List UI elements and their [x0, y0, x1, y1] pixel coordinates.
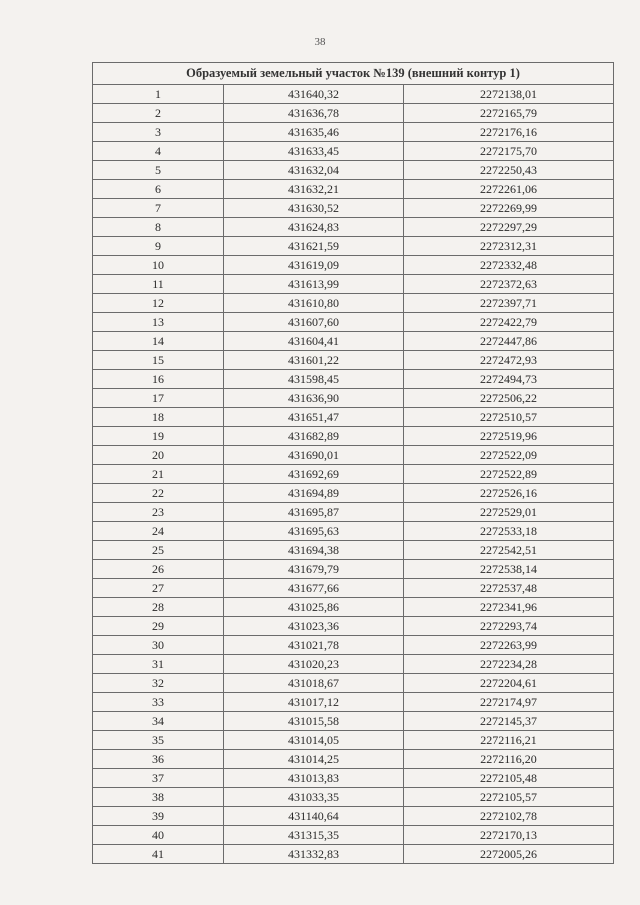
- point-number-cell: 12: [93, 294, 224, 313]
- table-row: [93, 351, 614, 370]
- y-coordinate-cell: 2272116,21: [404, 731, 614, 750]
- point-number-cell: 9: [93, 237, 224, 256]
- x-coordinate-cell: 431604,41: [224, 332, 404, 351]
- x-coordinate-cell: 431017,12: [224, 693, 404, 712]
- point-number-cell: 26: [93, 560, 224, 579]
- point-number-cell: 38: [93, 788, 224, 807]
- table-row: [93, 788, 614, 807]
- table-row: [93, 446, 614, 465]
- table-row: [93, 465, 614, 484]
- table-row: [93, 180, 614, 199]
- table-row: [93, 845, 614, 864]
- table-row: [93, 541, 614, 560]
- x-coordinate-cell: 431695,87: [224, 503, 404, 522]
- y-coordinate-cell: 2272297,29: [404, 218, 614, 237]
- x-coordinate-cell: 431695,63: [224, 522, 404, 541]
- x-coordinate-cell: 431018,67: [224, 674, 404, 693]
- table-row: [93, 826, 614, 845]
- x-coordinate-cell: 431025,86: [224, 598, 404, 617]
- coordinates-table: [92, 62, 614, 864]
- point-number-cell: 3: [93, 123, 224, 142]
- point-number-cell: 33: [93, 693, 224, 712]
- x-coordinate-cell: 431690,01: [224, 446, 404, 465]
- y-coordinate-cell: 2272293,74: [404, 617, 614, 636]
- x-coordinate-cell: 431621,59: [224, 237, 404, 256]
- point-number-cell: 40: [93, 826, 224, 845]
- y-coordinate-cell: 2272204,61: [404, 674, 614, 693]
- point-number-cell: 28: [93, 598, 224, 617]
- x-coordinate-cell: 431633,45: [224, 142, 404, 161]
- table-row: [93, 807, 614, 826]
- point-number-cell: 25: [93, 541, 224, 560]
- x-coordinate-cell: 431692,69: [224, 465, 404, 484]
- point-number-cell: 8: [93, 218, 224, 237]
- table-row: [93, 579, 614, 598]
- point-number-cell: 19: [93, 427, 224, 446]
- x-coordinate-cell: 431636,90: [224, 389, 404, 408]
- table-row: [93, 199, 614, 218]
- y-coordinate-cell: 2272494,73: [404, 370, 614, 389]
- x-coordinate-cell: 431651,47: [224, 408, 404, 427]
- y-coordinate-cell: 2272102,78: [404, 807, 614, 826]
- point-number-cell: 24: [93, 522, 224, 541]
- x-coordinate-cell: 431140,64: [224, 807, 404, 826]
- x-coordinate-cell: 431598,45: [224, 370, 404, 389]
- x-coordinate-cell: 431015,58: [224, 712, 404, 731]
- y-coordinate-cell: 2272519,96: [404, 427, 614, 446]
- point-number-cell: 36: [93, 750, 224, 769]
- y-coordinate-cell: 2272170,13: [404, 826, 614, 845]
- point-number-cell: 20: [93, 446, 224, 465]
- x-coordinate-cell: 431607,60: [224, 313, 404, 332]
- y-coordinate-cell: 2272422,79: [404, 313, 614, 332]
- x-coordinate-cell: 431020,23: [224, 655, 404, 674]
- table-row: [93, 332, 614, 351]
- y-coordinate-cell: 2272312,31: [404, 237, 614, 256]
- table-row: [93, 85, 614, 104]
- y-coordinate-cell: 2272447,86: [404, 332, 614, 351]
- y-coordinate-cell: 2272538,14: [404, 560, 614, 579]
- y-coordinate-cell: 2272105,57: [404, 788, 614, 807]
- x-coordinate-cell: 431677,66: [224, 579, 404, 598]
- point-number-cell: 15: [93, 351, 224, 370]
- y-coordinate-cell: 2272506,22: [404, 389, 614, 408]
- y-coordinate-cell: 2272165,79: [404, 104, 614, 123]
- point-number-cell: 23: [93, 503, 224, 522]
- table-row: [93, 731, 614, 750]
- x-coordinate-cell: 431619,09: [224, 256, 404, 275]
- point-number-cell: 16: [93, 370, 224, 389]
- point-number-cell: 2: [93, 104, 224, 123]
- point-number-cell: 5: [93, 161, 224, 180]
- table-row: [93, 370, 614, 389]
- y-coordinate-cell: 2272250,43: [404, 161, 614, 180]
- point-number-cell: 6: [93, 180, 224, 199]
- x-coordinate-cell: 431332,83: [224, 845, 404, 864]
- point-number-cell: 17: [93, 389, 224, 408]
- x-coordinate-cell: 431023,36: [224, 617, 404, 636]
- y-coordinate-cell: 2272397,71: [404, 294, 614, 313]
- point-number-cell: 37: [93, 769, 224, 788]
- table-header-row: [93, 63, 614, 85]
- table-row: [93, 712, 614, 731]
- y-coordinate-cell: 2272537,48: [404, 579, 614, 598]
- y-coordinate-cell: 2272533,18: [404, 522, 614, 541]
- point-number-cell: 39: [93, 807, 224, 826]
- y-coordinate-cell: 2272529,01: [404, 503, 614, 522]
- y-coordinate-cell: 2272138,01: [404, 85, 614, 104]
- table-row: [93, 408, 614, 427]
- x-coordinate-cell: 431636,78: [224, 104, 404, 123]
- y-coordinate-cell: 2272472,93: [404, 351, 614, 370]
- x-coordinate-cell: 431315,35: [224, 826, 404, 845]
- point-number-cell: 30: [93, 636, 224, 655]
- x-coordinate-cell: 431632,04: [224, 161, 404, 180]
- table-row: [93, 484, 614, 503]
- table-row: [93, 655, 614, 674]
- y-coordinate-cell: 2272522,89: [404, 465, 614, 484]
- point-number-cell: 13: [93, 313, 224, 332]
- point-number-cell: 18: [93, 408, 224, 427]
- table-row: [93, 522, 614, 541]
- point-number-cell: 29: [93, 617, 224, 636]
- y-coordinate-cell: 2272261,06: [404, 180, 614, 199]
- table-row: [93, 636, 614, 655]
- point-number-cell: 4: [93, 142, 224, 161]
- x-coordinate-cell: 431694,38: [224, 541, 404, 560]
- table-row: [93, 142, 614, 161]
- table-body: [93, 85, 614, 864]
- table-row: [93, 750, 614, 769]
- y-coordinate-cell: 2272175,70: [404, 142, 614, 161]
- y-coordinate-cell: 2272263,99: [404, 636, 614, 655]
- table-row: [93, 503, 614, 522]
- y-coordinate-cell: 2272332,48: [404, 256, 614, 275]
- table-row: [93, 617, 614, 636]
- table-title: Образуемый земельный участок №139 (внешний контур 1): [93, 63, 614, 85]
- x-coordinate-cell: 431013,83: [224, 769, 404, 788]
- table-row: [93, 237, 614, 256]
- page-number: 38: [314, 36, 326, 48]
- y-coordinate-cell: 2272269,99: [404, 199, 614, 218]
- point-number-cell: 1: [93, 85, 224, 104]
- x-coordinate-cell: 431033,35: [224, 788, 404, 807]
- table-row: [93, 256, 614, 275]
- x-coordinate-cell: 431601,22: [224, 351, 404, 370]
- table-row: [93, 313, 614, 332]
- table-row: [93, 674, 614, 693]
- table-row: [93, 123, 614, 142]
- table-row: [93, 693, 614, 712]
- y-coordinate-cell: 2272542,51: [404, 541, 614, 560]
- x-coordinate-cell: 431682,89: [224, 427, 404, 446]
- table-row: [93, 427, 614, 446]
- table-row: [93, 275, 614, 294]
- table-row: [93, 294, 614, 313]
- x-coordinate-cell: 431613,99: [224, 275, 404, 294]
- x-coordinate-cell: 431021,78: [224, 636, 404, 655]
- x-coordinate-cell: 431679,79: [224, 560, 404, 579]
- x-coordinate-cell: 431014,25: [224, 750, 404, 769]
- y-coordinate-cell: 2272145,37: [404, 712, 614, 731]
- table-row: [93, 161, 614, 180]
- y-coordinate-cell: 2272526,16: [404, 484, 614, 503]
- point-number-cell: 14: [93, 332, 224, 351]
- x-coordinate-cell: 431014,05: [224, 731, 404, 750]
- point-number-cell: 11: [93, 275, 224, 294]
- y-coordinate-cell: 2272522,09: [404, 446, 614, 465]
- point-number-cell: 22: [93, 484, 224, 503]
- x-coordinate-cell: 431694,89: [224, 484, 404, 503]
- x-coordinate-cell: 431610,80: [224, 294, 404, 313]
- y-coordinate-cell: 2272372,63: [404, 275, 614, 294]
- table-row: [93, 598, 614, 617]
- x-coordinate-cell: 431640,32: [224, 85, 404, 104]
- y-coordinate-cell: 2272510,57: [404, 408, 614, 427]
- y-coordinate-cell: 2272174,97: [404, 693, 614, 712]
- x-coordinate-cell: 431632,21: [224, 180, 404, 199]
- point-number-cell: 10: [93, 256, 224, 275]
- point-number-cell: 31: [93, 655, 224, 674]
- y-coordinate-cell: 2272105,48: [404, 769, 614, 788]
- table-row: [93, 389, 614, 408]
- x-coordinate-cell: 431630,52: [224, 199, 404, 218]
- y-coordinate-cell: 2272234,28: [404, 655, 614, 674]
- table-row: [93, 769, 614, 788]
- y-coordinate-cell: 2272116,20: [404, 750, 614, 769]
- x-coordinate-cell: 431624,83: [224, 218, 404, 237]
- point-number-cell: 34: [93, 712, 224, 731]
- point-number-cell: 35: [93, 731, 224, 750]
- table-row: [93, 560, 614, 579]
- point-number-cell: 32: [93, 674, 224, 693]
- point-number-cell: 41: [93, 845, 224, 864]
- y-coordinate-cell: 2272176,16: [404, 123, 614, 142]
- point-number-cell: 21: [93, 465, 224, 484]
- point-number-cell: 27: [93, 579, 224, 598]
- y-coordinate-cell: 2272341,96: [404, 598, 614, 617]
- point-number-cell: 7: [93, 199, 224, 218]
- x-coordinate-cell: 431635,46: [224, 123, 404, 142]
- y-coordinate-cell: 2272005,26: [404, 845, 614, 864]
- table-row: [93, 104, 614, 123]
- table-row: [93, 218, 614, 237]
